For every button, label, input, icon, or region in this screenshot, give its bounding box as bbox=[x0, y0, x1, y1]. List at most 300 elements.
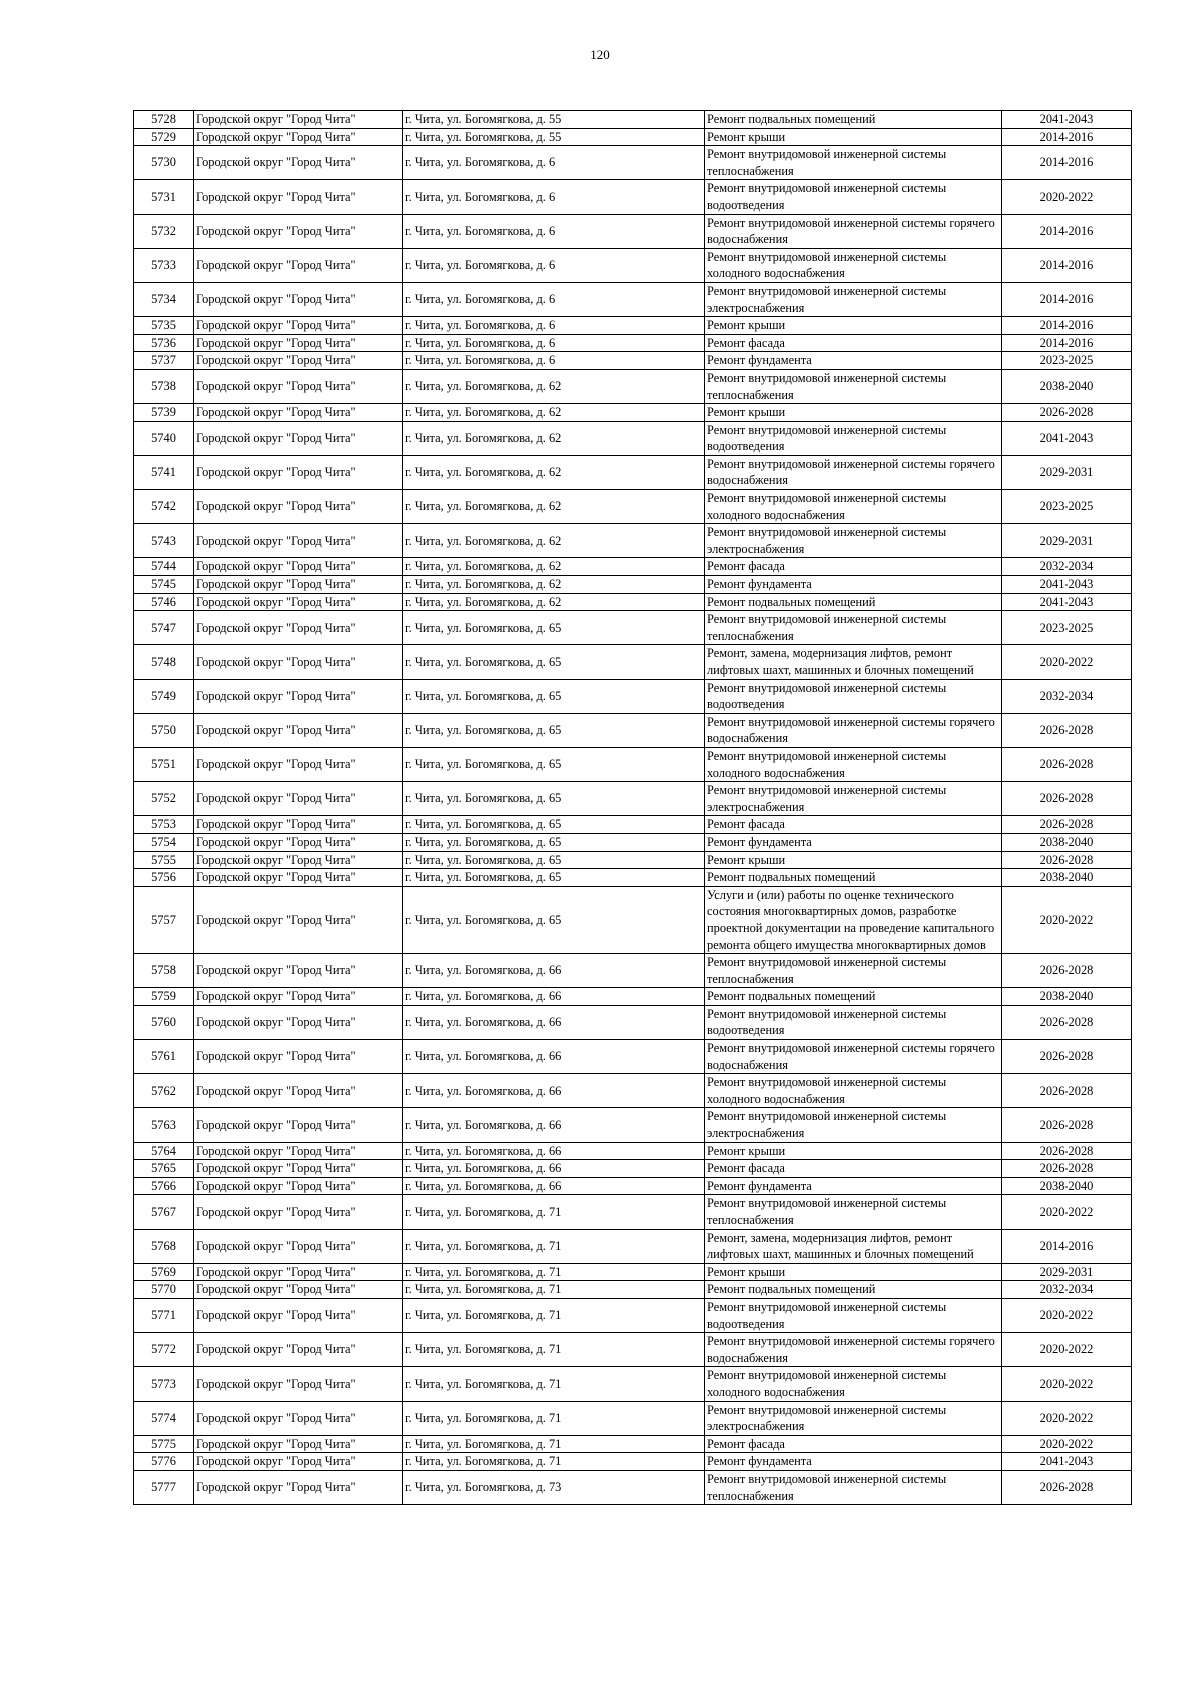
table-row bbox=[134, 1367, 1132, 1401]
work-type-cell: Ремонт подвальных помещений bbox=[705, 593, 1002, 611]
work-type-cell: Ремонт внутридомовой инженерной системы электроснабжения bbox=[705, 1401, 1002, 1435]
row-number-cell: 5760 bbox=[134, 1005, 194, 1039]
table-row bbox=[134, 352, 1132, 370]
table-row bbox=[134, 111, 1132, 129]
municipality-cell: Городской округ "Город Чита" bbox=[194, 851, 403, 869]
address-cell: г. Чита, ул. Богомягкова, д. 66 bbox=[403, 1005, 705, 1039]
period-cell: 2014-2016 bbox=[1002, 1229, 1132, 1263]
address-cell: г. Чита, ул. Богомягкова, д. 65 bbox=[403, 645, 705, 679]
municipality-cell: Городской округ "Город Чита" bbox=[194, 490, 403, 524]
table-row bbox=[134, 146, 1132, 180]
row-number-cell: 5728 bbox=[134, 111, 194, 129]
row-number-cell: 5732 bbox=[134, 214, 194, 248]
municipality-cell: Городской округ "Город Чита" bbox=[194, 576, 403, 594]
municipality-cell: Городской округ "Город Чита" bbox=[194, 782, 403, 816]
row-number-cell: 5768 bbox=[134, 1229, 194, 1263]
address-cell: г. Чита, ул. Богомягкова, д. 55 bbox=[403, 111, 705, 129]
table-row bbox=[134, 713, 1132, 747]
address-cell: г. Чита, ул. Богомягкова, д. 6 bbox=[403, 282, 705, 316]
work-type-cell: Ремонт фасада bbox=[705, 816, 1002, 834]
period-cell: 2032-2034 bbox=[1002, 1281, 1132, 1299]
period-cell: 2020-2022 bbox=[1002, 1401, 1132, 1435]
period-cell: 2038-2040 bbox=[1002, 1177, 1132, 1195]
work-type-cell: Ремонт внутридомовой инженерной системы холодного водоснабжения bbox=[705, 1367, 1002, 1401]
address-cell: г. Чита, ул. Богомягкова, д. 66 bbox=[403, 1074, 705, 1108]
work-type-cell: Ремонт внутридомовой инженерной системы водоотведения bbox=[705, 421, 1002, 455]
address-cell: г. Чита, ул. Богомягкова, д. 62 bbox=[403, 404, 705, 422]
period-cell: 2032-2034 bbox=[1002, 679, 1132, 713]
period-cell: 2023-2025 bbox=[1002, 352, 1132, 370]
address-cell: г. Чита, ул. Богомягкова, д. 65 bbox=[403, 713, 705, 747]
work-type-cell: Ремонт внутридомовой инженерной системы горячего водоснабжения bbox=[705, 455, 1002, 489]
row-number-cell: 5773 bbox=[134, 1367, 194, 1401]
row-number-cell: 5744 bbox=[134, 558, 194, 576]
row-number-cell: 5770 bbox=[134, 1281, 194, 1299]
work-type-cell: Ремонт крыши bbox=[705, 317, 1002, 335]
period-cell: 2014-2016 bbox=[1002, 282, 1132, 316]
period-cell: 2020-2022 bbox=[1002, 1333, 1132, 1367]
address-cell: г. Чита, ул. Богомягкова, д. 6 bbox=[403, 146, 705, 180]
municipality-cell: Городской округ "Город Чита" bbox=[194, 816, 403, 834]
municipality-cell: Городской округ "Город Чита" bbox=[194, 248, 403, 282]
period-cell: 2014-2016 bbox=[1002, 214, 1132, 248]
period-cell: 2029-2031 bbox=[1002, 524, 1132, 558]
work-type-cell: Ремонт внутридомовой инженерной системы электроснабжения bbox=[705, 1108, 1002, 1142]
row-number-cell: 5764 bbox=[134, 1142, 194, 1160]
municipality-cell: Городской округ "Город Чита" bbox=[194, 645, 403, 679]
row-number-cell: 5759 bbox=[134, 988, 194, 1006]
period-cell: 2020-2022 bbox=[1002, 180, 1132, 214]
work-type-cell: Ремонт подвальных помещений bbox=[705, 1281, 1002, 1299]
period-cell: 2041-2043 bbox=[1002, 1453, 1132, 1471]
period-cell: 2020-2022 bbox=[1002, 1195, 1132, 1229]
period-cell: 2020-2022 bbox=[1002, 1435, 1132, 1453]
row-number-cell: 5745 bbox=[134, 576, 194, 594]
table-row bbox=[134, 180, 1132, 214]
municipality-cell: Городской округ "Город Чита" bbox=[194, 369, 403, 403]
address-cell: г. Чита, ул. Богомягкова, д. 71 bbox=[403, 1281, 705, 1299]
row-number-cell: 5758 bbox=[134, 954, 194, 988]
period-cell: 2014-2016 bbox=[1002, 248, 1132, 282]
work-type-cell: Ремонт крыши bbox=[705, 404, 1002, 422]
period-cell: 2041-2043 bbox=[1002, 111, 1132, 129]
period-cell: 2026-2028 bbox=[1002, 782, 1132, 816]
row-number-cell: 5757 bbox=[134, 886, 194, 953]
work-type-cell: Ремонт внутридомовой инженерной системы электроснабжения bbox=[705, 282, 1002, 316]
row-number-cell: 5737 bbox=[134, 352, 194, 370]
work-type-cell: Ремонт внутридомовой инженерной системы горячего водоснабжения bbox=[705, 713, 1002, 747]
period-cell: 2026-2028 bbox=[1002, 1040, 1132, 1074]
municipality-cell: Городской округ "Город Чита" bbox=[194, 558, 403, 576]
table-row bbox=[134, 317, 1132, 335]
table-row bbox=[134, 1401, 1132, 1435]
work-type-cell: Ремонт крыши bbox=[705, 1263, 1002, 1281]
row-number-cell: 5743 bbox=[134, 524, 194, 558]
table-row bbox=[134, 421, 1132, 455]
table-row bbox=[134, 1074, 1132, 1108]
municipality-cell: Городской округ "Город Чита" bbox=[194, 146, 403, 180]
table-row bbox=[134, 1281, 1132, 1299]
work-type-cell: Ремонт фундамента bbox=[705, 833, 1002, 851]
municipality-cell: Городской округ "Город Чита" bbox=[194, 869, 403, 887]
municipality-cell: Городской округ "Город Чита" bbox=[194, 1453, 403, 1471]
municipality-cell: Городской округ "Город Чита" bbox=[194, 1435, 403, 1453]
table-row bbox=[134, 1435, 1132, 1453]
address-cell: г. Чита, ул. Богомягкова, д. 71 bbox=[403, 1333, 705, 1367]
municipality-cell: Городской округ "Город Чита" bbox=[194, 1298, 403, 1332]
address-cell: г. Чита, ул. Богомягкова, д. 62 bbox=[403, 576, 705, 594]
address-cell: г. Чита, ул. Богомягкова, д. 71 bbox=[403, 1229, 705, 1263]
municipality-cell: Городской округ "Город Чита" bbox=[194, 1281, 403, 1299]
work-type-cell: Ремонт внутридомовой инженерной системы водоотведения bbox=[705, 1298, 1002, 1332]
table-row bbox=[134, 1040, 1132, 1074]
table-row bbox=[134, 1005, 1132, 1039]
address-cell: г. Чита, ул. Богомягкова, д. 65 bbox=[403, 869, 705, 887]
municipality-cell: Городской округ "Город Чита" bbox=[194, 988, 403, 1006]
work-type-cell: Услуги и (или) работы по оценке технического состояния многоквартирных домов, разработке проектной документации на проведение капитального ремонта общего имущества многоквартирных домов bbox=[705, 886, 1002, 953]
row-number-cell: 5756 bbox=[134, 869, 194, 887]
work-type-cell: Ремонт фасада bbox=[705, 1435, 1002, 1453]
table-row bbox=[134, 1263, 1132, 1281]
address-cell: г. Чита, ул. Богомягкова, д. 6 bbox=[403, 180, 705, 214]
period-cell: 2014-2016 bbox=[1002, 146, 1132, 180]
address-cell: г. Чита, ул. Богомягкова, д. 62 bbox=[403, 421, 705, 455]
address-cell: г. Чита, ул. Богомягкова, д. 62 bbox=[403, 593, 705, 611]
table-row bbox=[134, 954, 1132, 988]
municipality-cell: Городской округ "Город Чита" bbox=[194, 954, 403, 988]
table-row bbox=[134, 1177, 1132, 1195]
work-type-cell: Ремонт фасада bbox=[705, 1160, 1002, 1178]
municipality-cell: Городской округ "Город Чита" bbox=[194, 747, 403, 781]
row-number-cell: 5771 bbox=[134, 1298, 194, 1332]
row-number-cell: 5733 bbox=[134, 248, 194, 282]
address-cell: г. Чита, ул. Богомягкова, д. 71 bbox=[403, 1435, 705, 1453]
work-type-cell: Ремонт внутридомовой инженерной системы холодного водоснабжения bbox=[705, 1074, 1002, 1108]
period-cell: 2041-2043 bbox=[1002, 593, 1132, 611]
work-type-cell: Ремонт внутридомовой инженерной системы электроснабжения bbox=[705, 524, 1002, 558]
address-cell: г. Чита, ул. Богомягкова, д. 66 bbox=[403, 1040, 705, 1074]
table-row bbox=[134, 1195, 1132, 1229]
address-cell: г. Чита, ул. Богомягкова, д. 66 bbox=[403, 988, 705, 1006]
work-type-cell: Ремонт внутридомовой инженерной системы водоотведения bbox=[705, 679, 1002, 713]
period-cell: 2014-2016 bbox=[1002, 317, 1132, 335]
address-cell: г. Чита, ул. Богомягкова, д. 71 bbox=[403, 1263, 705, 1281]
period-cell: 2026-2028 bbox=[1002, 1470, 1132, 1504]
work-type-cell: Ремонт фундамента bbox=[705, 352, 1002, 370]
municipality-cell: Городской округ "Город Чита" bbox=[194, 1108, 403, 1142]
work-type-cell: Ремонт внутридомовой инженерной системы теплоснабжения bbox=[705, 369, 1002, 403]
table-row bbox=[134, 128, 1132, 146]
repair-schedule-table bbox=[133, 110, 1132, 1505]
address-cell: г. Чита, ул. Богомягкова, д. 65 bbox=[403, 886, 705, 953]
municipality-cell: Городской округ "Город Чита" bbox=[194, 1367, 403, 1401]
work-type-cell: Ремонт внутридомовой инженерной системы горячего водоснабжения bbox=[705, 1040, 1002, 1074]
work-type-cell: Ремонт подвальных помещений bbox=[705, 111, 1002, 129]
address-cell: г. Чита, ул. Богомягкова, д. 6 bbox=[403, 334, 705, 352]
row-number-cell: 5766 bbox=[134, 1177, 194, 1195]
row-number-cell: 5739 bbox=[134, 404, 194, 422]
work-type-cell: Ремонт фундамента bbox=[705, 1177, 1002, 1195]
table-row bbox=[134, 490, 1132, 524]
row-number-cell: 5761 bbox=[134, 1040, 194, 1074]
period-cell: 2020-2022 bbox=[1002, 1298, 1132, 1332]
work-type-cell: Ремонт крыши bbox=[705, 128, 1002, 146]
table-row bbox=[134, 645, 1132, 679]
row-number-cell: 5769 bbox=[134, 1263, 194, 1281]
table-row bbox=[134, 334, 1132, 352]
address-cell: г. Чита, ул. Богомягкова, д. 65 bbox=[403, 611, 705, 645]
work-type-cell: Ремонт фундамента bbox=[705, 1453, 1002, 1471]
address-cell: г. Чита, ул. Богомягкова, д. 62 bbox=[403, 369, 705, 403]
row-number-cell: 5753 bbox=[134, 816, 194, 834]
table-row bbox=[134, 576, 1132, 594]
period-cell: 2023-2025 bbox=[1002, 611, 1132, 645]
table-row bbox=[134, 248, 1132, 282]
municipality-cell: Городской округ "Город Чита" bbox=[194, 1470, 403, 1504]
work-type-cell: Ремонт внутридомовой инженерной системы теплоснабжения bbox=[705, 1470, 1002, 1504]
period-cell: 2041-2043 bbox=[1002, 576, 1132, 594]
municipality-cell: Городской округ "Город Чита" bbox=[194, 421, 403, 455]
work-type-cell: Ремонт внутридомовой инженерной системы водоотведения bbox=[705, 180, 1002, 214]
table-body bbox=[134, 111, 1132, 1505]
work-type-cell: Ремонт внутридомовой инженерной системы горячего водоснабжения bbox=[705, 1333, 1002, 1367]
row-number-cell: 5775 bbox=[134, 1435, 194, 1453]
row-number-cell: 5736 bbox=[134, 334, 194, 352]
period-cell: 2026-2028 bbox=[1002, 747, 1132, 781]
row-number-cell: 5767 bbox=[134, 1195, 194, 1229]
table-row bbox=[134, 851, 1132, 869]
row-number-cell: 5750 bbox=[134, 713, 194, 747]
municipality-cell: Городской округ "Город Чита" bbox=[194, 214, 403, 248]
period-cell: 2026-2028 bbox=[1002, 1108, 1132, 1142]
period-cell: 2023-2025 bbox=[1002, 490, 1132, 524]
period-cell: 2014-2016 bbox=[1002, 128, 1132, 146]
municipality-cell: Городской округ "Город Чита" bbox=[194, 1263, 403, 1281]
table-row bbox=[134, 282, 1132, 316]
period-cell: 2020-2022 bbox=[1002, 1367, 1132, 1401]
municipality-cell: Городской округ "Город Чита" bbox=[194, 593, 403, 611]
period-cell: 2038-2040 bbox=[1002, 369, 1132, 403]
row-number-cell: 5748 bbox=[134, 645, 194, 679]
page-number: 120 bbox=[590, 47, 610, 62]
work-type-cell: Ремонт внутридомовой инженерной системы теплоснабжения bbox=[705, 611, 1002, 645]
row-number-cell: 5774 bbox=[134, 1401, 194, 1435]
work-type-cell: Ремонт внутридомовой инженерной системы холодного водоснабжения bbox=[705, 490, 1002, 524]
work-type-cell: Ремонт фундамента bbox=[705, 576, 1002, 594]
table-row bbox=[134, 782, 1132, 816]
period-cell: 2026-2028 bbox=[1002, 851, 1132, 869]
period-cell: 2029-2031 bbox=[1002, 455, 1132, 489]
row-number-cell: 5762 bbox=[134, 1074, 194, 1108]
row-number-cell: 5752 bbox=[134, 782, 194, 816]
address-cell: г. Чита, ул. Богомягкова, д. 71 bbox=[403, 1298, 705, 1332]
municipality-cell: Городской округ "Город Чита" bbox=[194, 713, 403, 747]
row-number-cell: 5747 bbox=[134, 611, 194, 645]
row-number-cell: 5729 bbox=[134, 128, 194, 146]
address-cell: г. Чита, ул. Богомягкова, д. 71 bbox=[403, 1367, 705, 1401]
address-cell: г. Чита, ул. Богомягкова, д. 6 bbox=[403, 248, 705, 282]
municipality-cell: Городской округ "Город Чита" bbox=[194, 1177, 403, 1195]
address-cell: г. Чита, ул. Богомягкова, д. 66 bbox=[403, 1177, 705, 1195]
period-cell: 2032-2034 bbox=[1002, 558, 1132, 576]
period-cell: 2026-2028 bbox=[1002, 1005, 1132, 1039]
period-cell: 2038-2040 bbox=[1002, 833, 1132, 851]
municipality-cell: Городской округ "Город Чита" bbox=[194, 1074, 403, 1108]
row-number-cell: 5742 bbox=[134, 490, 194, 524]
municipality-cell: Городской округ "Город Чита" bbox=[194, 679, 403, 713]
table-row bbox=[134, 816, 1132, 834]
row-number-cell: 5755 bbox=[134, 851, 194, 869]
period-cell: 2026-2028 bbox=[1002, 1142, 1132, 1160]
table-row bbox=[134, 404, 1132, 422]
period-cell: 2020-2022 bbox=[1002, 645, 1132, 679]
municipality-cell: Городской округ "Город Чита" bbox=[194, 180, 403, 214]
municipality-cell: Городской округ "Город Чита" bbox=[194, 833, 403, 851]
row-number-cell: 5772 bbox=[134, 1333, 194, 1367]
address-cell: г. Чита, ул. Богомягкова, д. 65 bbox=[403, 816, 705, 834]
address-cell: г. Чита, ул. Богомягкова, д. 62 bbox=[403, 524, 705, 558]
table-row bbox=[134, 833, 1132, 851]
address-cell: г. Чита, ул. Богомягкова, д. 6 bbox=[403, 352, 705, 370]
work-type-cell: Ремонт внутридомовой инженерной системы электроснабжения bbox=[705, 782, 1002, 816]
work-type-cell: Ремонт крыши bbox=[705, 851, 1002, 869]
period-cell: 2026-2028 bbox=[1002, 816, 1132, 834]
table-row bbox=[134, 369, 1132, 403]
municipality-cell: Городской округ "Город Чита" bbox=[194, 1160, 403, 1178]
row-number-cell: 5740 bbox=[134, 421, 194, 455]
row-number-cell: 5734 bbox=[134, 282, 194, 316]
address-cell: г. Чита, ул. Богомягкова, д. 65 bbox=[403, 679, 705, 713]
table-row bbox=[134, 1160, 1132, 1178]
work-type-cell: Ремонт внутридомовой инженерной системы теплоснабжения bbox=[705, 146, 1002, 180]
period-cell: 2038-2040 bbox=[1002, 869, 1132, 887]
address-cell: г. Чита, ул. Богомягкова, д. 6 bbox=[403, 214, 705, 248]
table-row bbox=[134, 679, 1132, 713]
row-number-cell: 5777 bbox=[134, 1470, 194, 1504]
municipality-cell: Городской округ "Город Чита" bbox=[194, 611, 403, 645]
row-number-cell: 5738 bbox=[134, 369, 194, 403]
row-number-cell: 5731 bbox=[134, 180, 194, 214]
period-cell: 2026-2028 bbox=[1002, 954, 1132, 988]
work-type-cell: Ремонт внутридомовой инженерной системы холодного водоснабжения bbox=[705, 747, 1002, 781]
row-number-cell: 5730 bbox=[134, 146, 194, 180]
municipality-cell: Городской округ "Город Чита" bbox=[194, 1142, 403, 1160]
municipality-cell: Городской округ "Город Чита" bbox=[194, 1333, 403, 1367]
address-cell: г. Чита, ул. Богомягкова, д. 65 bbox=[403, 851, 705, 869]
address-cell: г. Чита, ул. Богомягкова, д. 55 bbox=[403, 128, 705, 146]
table-row bbox=[134, 1333, 1132, 1367]
municipality-cell: Городской округ "Город Чита" bbox=[194, 282, 403, 316]
table-row bbox=[134, 869, 1132, 887]
work-type-cell: Ремонт внутридомовой инженерной системы теплоснабжения bbox=[705, 954, 1002, 988]
period-cell: 2026-2028 bbox=[1002, 1074, 1132, 1108]
municipality-cell: Городской округ "Город Чита" bbox=[194, 1401, 403, 1435]
address-cell: г. Чита, ул. Богомягкова, д. 66 bbox=[403, 954, 705, 988]
address-cell: г. Чита, ул. Богомягкова, д. 62 bbox=[403, 455, 705, 489]
table-row bbox=[134, 886, 1132, 953]
period-cell: 2041-2043 bbox=[1002, 421, 1132, 455]
period-cell: 2038-2040 bbox=[1002, 988, 1132, 1006]
municipality-cell: Городской округ "Город Чита" bbox=[194, 1195, 403, 1229]
address-cell: г. Чита, ул. Богомягкова, д. 65 bbox=[403, 747, 705, 781]
row-number-cell: 5765 bbox=[134, 1160, 194, 1178]
address-cell: г. Чита, ул. Богомягкова, д. 73 bbox=[403, 1470, 705, 1504]
row-number-cell: 5746 bbox=[134, 593, 194, 611]
table-row bbox=[134, 455, 1132, 489]
table-row bbox=[134, 558, 1132, 576]
address-cell: г. Чита, ул. Богомягкова, д. 71 bbox=[403, 1453, 705, 1471]
table-row bbox=[134, 1470, 1132, 1504]
municipality-cell: Городской округ "Город Чита" bbox=[194, 404, 403, 422]
work-type-cell: Ремонт, замена, модернизация лифтов, ремонт лифтовых шахт, машинных и блочных помещений bbox=[705, 645, 1002, 679]
work-type-cell: Ремонт внутридомовой инженерной системы теплоснабжения bbox=[705, 1195, 1002, 1229]
address-cell: г. Чита, ул. Богомягкова, д. 66 bbox=[403, 1160, 705, 1178]
period-cell: 2020-2022 bbox=[1002, 886, 1132, 953]
row-number-cell: 5749 bbox=[134, 679, 194, 713]
row-number-cell: 5735 bbox=[134, 317, 194, 335]
table-row bbox=[134, 611, 1132, 645]
work-type-cell: Ремонт внутридомовой инженерной системы горячего водоснабжения bbox=[705, 214, 1002, 248]
address-cell: г. Чита, ул. Богомягкова, д. 65 bbox=[403, 782, 705, 816]
period-cell: 2026-2028 bbox=[1002, 404, 1132, 422]
work-type-cell: Ремонт подвальных помещений bbox=[705, 869, 1002, 887]
row-number-cell: 5754 bbox=[134, 833, 194, 851]
table-row bbox=[134, 214, 1132, 248]
period-cell: 2026-2028 bbox=[1002, 713, 1132, 747]
table-row bbox=[134, 593, 1132, 611]
table-row bbox=[134, 1142, 1132, 1160]
table-row bbox=[134, 988, 1132, 1006]
work-type-cell: Ремонт внутридомовой инженерной системы холодного водоснабжения bbox=[705, 248, 1002, 282]
address-cell: г. Чита, ул. Богомягкова, д. 71 bbox=[403, 1401, 705, 1435]
address-cell: г. Чита, ул. Богомягкова, д. 65 bbox=[403, 833, 705, 851]
municipality-cell: Городской округ "Город Чита" bbox=[194, 886, 403, 953]
row-number-cell: 5763 bbox=[134, 1108, 194, 1142]
municipality-cell: Городской округ "Город Чита" bbox=[194, 1040, 403, 1074]
table-row bbox=[134, 1229, 1132, 1263]
address-cell: г. Чита, ул. Богомягкова, д. 6 bbox=[403, 317, 705, 335]
municipality-cell: Городской округ "Город Чита" bbox=[194, 128, 403, 146]
work-type-cell: Ремонт крыши bbox=[705, 1142, 1002, 1160]
municipality-cell: Городской округ "Город Чита" bbox=[194, 1005, 403, 1039]
municipality-cell: Городской округ "Город Чита" bbox=[194, 317, 403, 335]
address-cell: г. Чита, ул. Богомягкова, д. 62 bbox=[403, 490, 705, 524]
address-cell: г. Чита, ул. Богомягкова, д. 71 bbox=[403, 1195, 705, 1229]
row-number-cell: 5751 bbox=[134, 747, 194, 781]
municipality-cell: Городской округ "Город Чита" bbox=[194, 334, 403, 352]
table-row bbox=[134, 747, 1132, 781]
table-row bbox=[134, 524, 1132, 558]
address-cell: г. Чита, ул. Богомягкова, д. 62 bbox=[403, 558, 705, 576]
municipality-cell: Городской округ "Город Чита" bbox=[194, 111, 403, 129]
table-row bbox=[134, 1298, 1132, 1332]
work-type-cell: Ремонт фасада bbox=[705, 558, 1002, 576]
work-type-cell: Ремонт фасада bbox=[705, 334, 1002, 352]
period-cell: 2026-2028 bbox=[1002, 1160, 1132, 1178]
municipality-cell: Городской округ "Город Чита" bbox=[194, 524, 403, 558]
row-number-cell: 5776 bbox=[134, 1453, 194, 1471]
municipality-cell: Городской округ "Город Чита" bbox=[194, 1229, 403, 1263]
municipality-cell: Городской округ "Город Чита" bbox=[194, 352, 403, 370]
row-number-cell: 5741 bbox=[134, 455, 194, 489]
table-row bbox=[134, 1108, 1132, 1142]
work-type-cell: Ремонт подвальных помещений bbox=[705, 988, 1002, 1006]
work-type-cell: Ремонт внутридомовой инженерной системы водоотведения bbox=[705, 1005, 1002, 1039]
address-cell: г. Чита, ул. Богомягкова, д. 66 bbox=[403, 1142, 705, 1160]
period-cell: 2014-2016 bbox=[1002, 334, 1132, 352]
municipality-cell: Городской округ "Город Чита" bbox=[194, 455, 403, 489]
work-type-cell: Ремонт, замена, модернизация лифтов, ремонт лифтовых шахт, машинных и блочных помещений bbox=[705, 1229, 1002, 1263]
